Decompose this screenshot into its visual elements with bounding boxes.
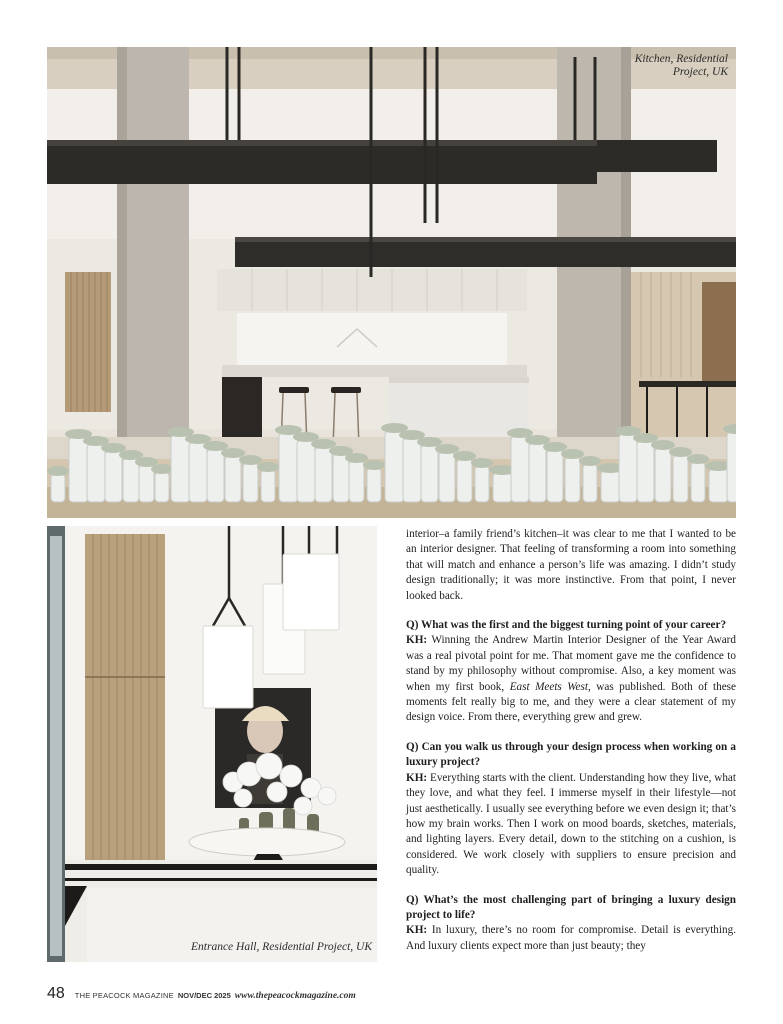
kitchen-photo bbox=[47, 47, 736, 518]
succulent-plant bbox=[221, 448, 245, 458]
vase bbox=[547, 450, 563, 502]
succulent-plant bbox=[453, 451, 476, 461]
answer-2 bbox=[406, 771, 736, 879]
answer-speaker-label: KH: bbox=[406, 924, 428, 937]
vase bbox=[243, 463, 258, 502]
answer-1 bbox=[406, 633, 736, 725]
question-3: Q) What’s the most challenging part of bringing a luxury design project to life? bbox=[406, 893, 736, 921]
succulent-plant bbox=[687, 454, 709, 464]
answer-speaker-label: KH: bbox=[406, 771, 428, 784]
vase bbox=[349, 461, 364, 502]
succulent-plant bbox=[257, 462, 279, 472]
vase bbox=[51, 474, 65, 502]
answer-3 bbox=[406, 923, 736, 954]
succulent-plant bbox=[561, 449, 584, 459]
succulent-plant bbox=[435, 444, 459, 454]
vase bbox=[601, 471, 620, 502]
vase bbox=[493, 473, 512, 502]
succulent-plant bbox=[543, 442, 567, 452]
succulent-plant bbox=[151, 464, 173, 474]
succulent-plant bbox=[651, 440, 675, 450]
vase bbox=[511, 436, 529, 502]
succulent-plant bbox=[239, 455, 262, 465]
book-title: East Meets West bbox=[509, 680, 588, 693]
succulent-plant bbox=[101, 443, 126, 453]
succulent-plant bbox=[417, 437, 442, 447]
vase bbox=[105, 451, 122, 502]
page-number: 48 bbox=[47, 985, 65, 1002]
vase bbox=[637, 441, 654, 502]
answer-speaker-label: KH: bbox=[406, 634, 428, 647]
succulent-plant bbox=[363, 460, 385, 470]
vase bbox=[189, 442, 207, 502]
vase bbox=[171, 435, 190, 502]
vase bbox=[619, 434, 637, 502]
question-2: Q) Can you walk us through your design process when working on a luxury project? bbox=[406, 740, 736, 769]
vase bbox=[583, 464, 597, 502]
issue-date: NOV/DEC 2025 bbox=[177, 991, 231, 1000]
intro-paragraph: interior–a family friend’s kitchen–it was clear to me that I wanted to be an interior designer. That feeling of transforming a room into something that will match and enhance a person’s life was amazing. I didn’t study design traditionally; it was more instinctive. From that point, I never looked back. bbox=[406, 528, 736, 602]
kitchen-photo-caption: Kitchen, Residential Project, UK bbox=[634, 53, 728, 78]
succulent-plant bbox=[345, 453, 368, 463]
vase bbox=[529, 443, 546, 502]
vase bbox=[691, 462, 705, 502]
vase bbox=[367, 468, 381, 502]
vase bbox=[709, 469, 728, 502]
succulent-plant bbox=[203, 441, 228, 451]
vase bbox=[457, 459, 472, 502]
succulent-plant bbox=[311, 439, 336, 449]
succulent-plant bbox=[471, 458, 493, 468]
succulent-plant bbox=[669, 447, 692, 457]
vase bbox=[385, 431, 404, 502]
answer-2-text: Everything starts with the client. Understanding how they live, what they love, and what they feel. I immerse myself in their lifestyle—not just aesthetically. I usually see everything before we even design it; that’s how my brain works. Then I work on mood boards, sketches, materials, and lighting layers. Every detail, down to the stitching on a cushion, is considered. We work closely with suppliers to ensure precision and quality. bbox=[406, 771, 736, 877]
entrance-hall-caption: Entrance Hall, Residential Project, UK bbox=[191, 941, 372, 953]
answer-1-text-a: Winning the Andrew Martin Interior Designer of the Year Award was a real pivotal point for me. That moment gave me the confidence to stand by my philosophy without compromise. Also, a key moment was when my first book, bbox=[406, 634, 736, 693]
vase bbox=[655, 448, 671, 502]
page-footer bbox=[47, 985, 737, 1009]
vase bbox=[421, 445, 438, 502]
vase bbox=[315, 447, 332, 502]
succulent-plant bbox=[579, 456, 601, 466]
article-column bbox=[406, 527, 736, 954]
vase bbox=[279, 433, 298, 502]
vase bbox=[155, 472, 169, 502]
answer-3-text: In luxury, there’s no room for compromise. Detail is everything. And luxury clients expect more than just beauty; they bbox=[406, 924, 736, 952]
entrance-hall-photo bbox=[47, 526, 377, 962]
vase bbox=[123, 458, 139, 502]
vase bbox=[261, 470, 275, 502]
succulent-plant bbox=[633, 433, 658, 443]
magazine-name: THE PEACOCK MAGAZINE bbox=[74, 991, 174, 1000]
answer-1-text-b: , was published. Both of these moments felt really big to me, and they were a clear statement of my design voice. From there, everything grew and grew. bbox=[406, 680, 737, 724]
website-link[interactable]: www.thepeacockmagazine.com bbox=[234, 991, 356, 1001]
vase bbox=[565, 457, 580, 502]
vase bbox=[207, 449, 224, 502]
vase bbox=[69, 437, 88, 502]
succulent-plant bbox=[525, 435, 550, 445]
vase bbox=[297, 440, 315, 502]
succulent-plant bbox=[47, 466, 69, 476]
vase bbox=[475, 466, 489, 502]
vase bbox=[727, 432, 736, 502]
vase bbox=[225, 456, 241, 502]
vase bbox=[403, 438, 421, 502]
vase bbox=[87, 444, 105, 502]
vase bbox=[673, 455, 688, 502]
vase bbox=[439, 452, 455, 502]
vase bbox=[333, 454, 349, 502]
question-1: Q) What was the first and the biggest turning point of your career? bbox=[406, 619, 727, 632]
